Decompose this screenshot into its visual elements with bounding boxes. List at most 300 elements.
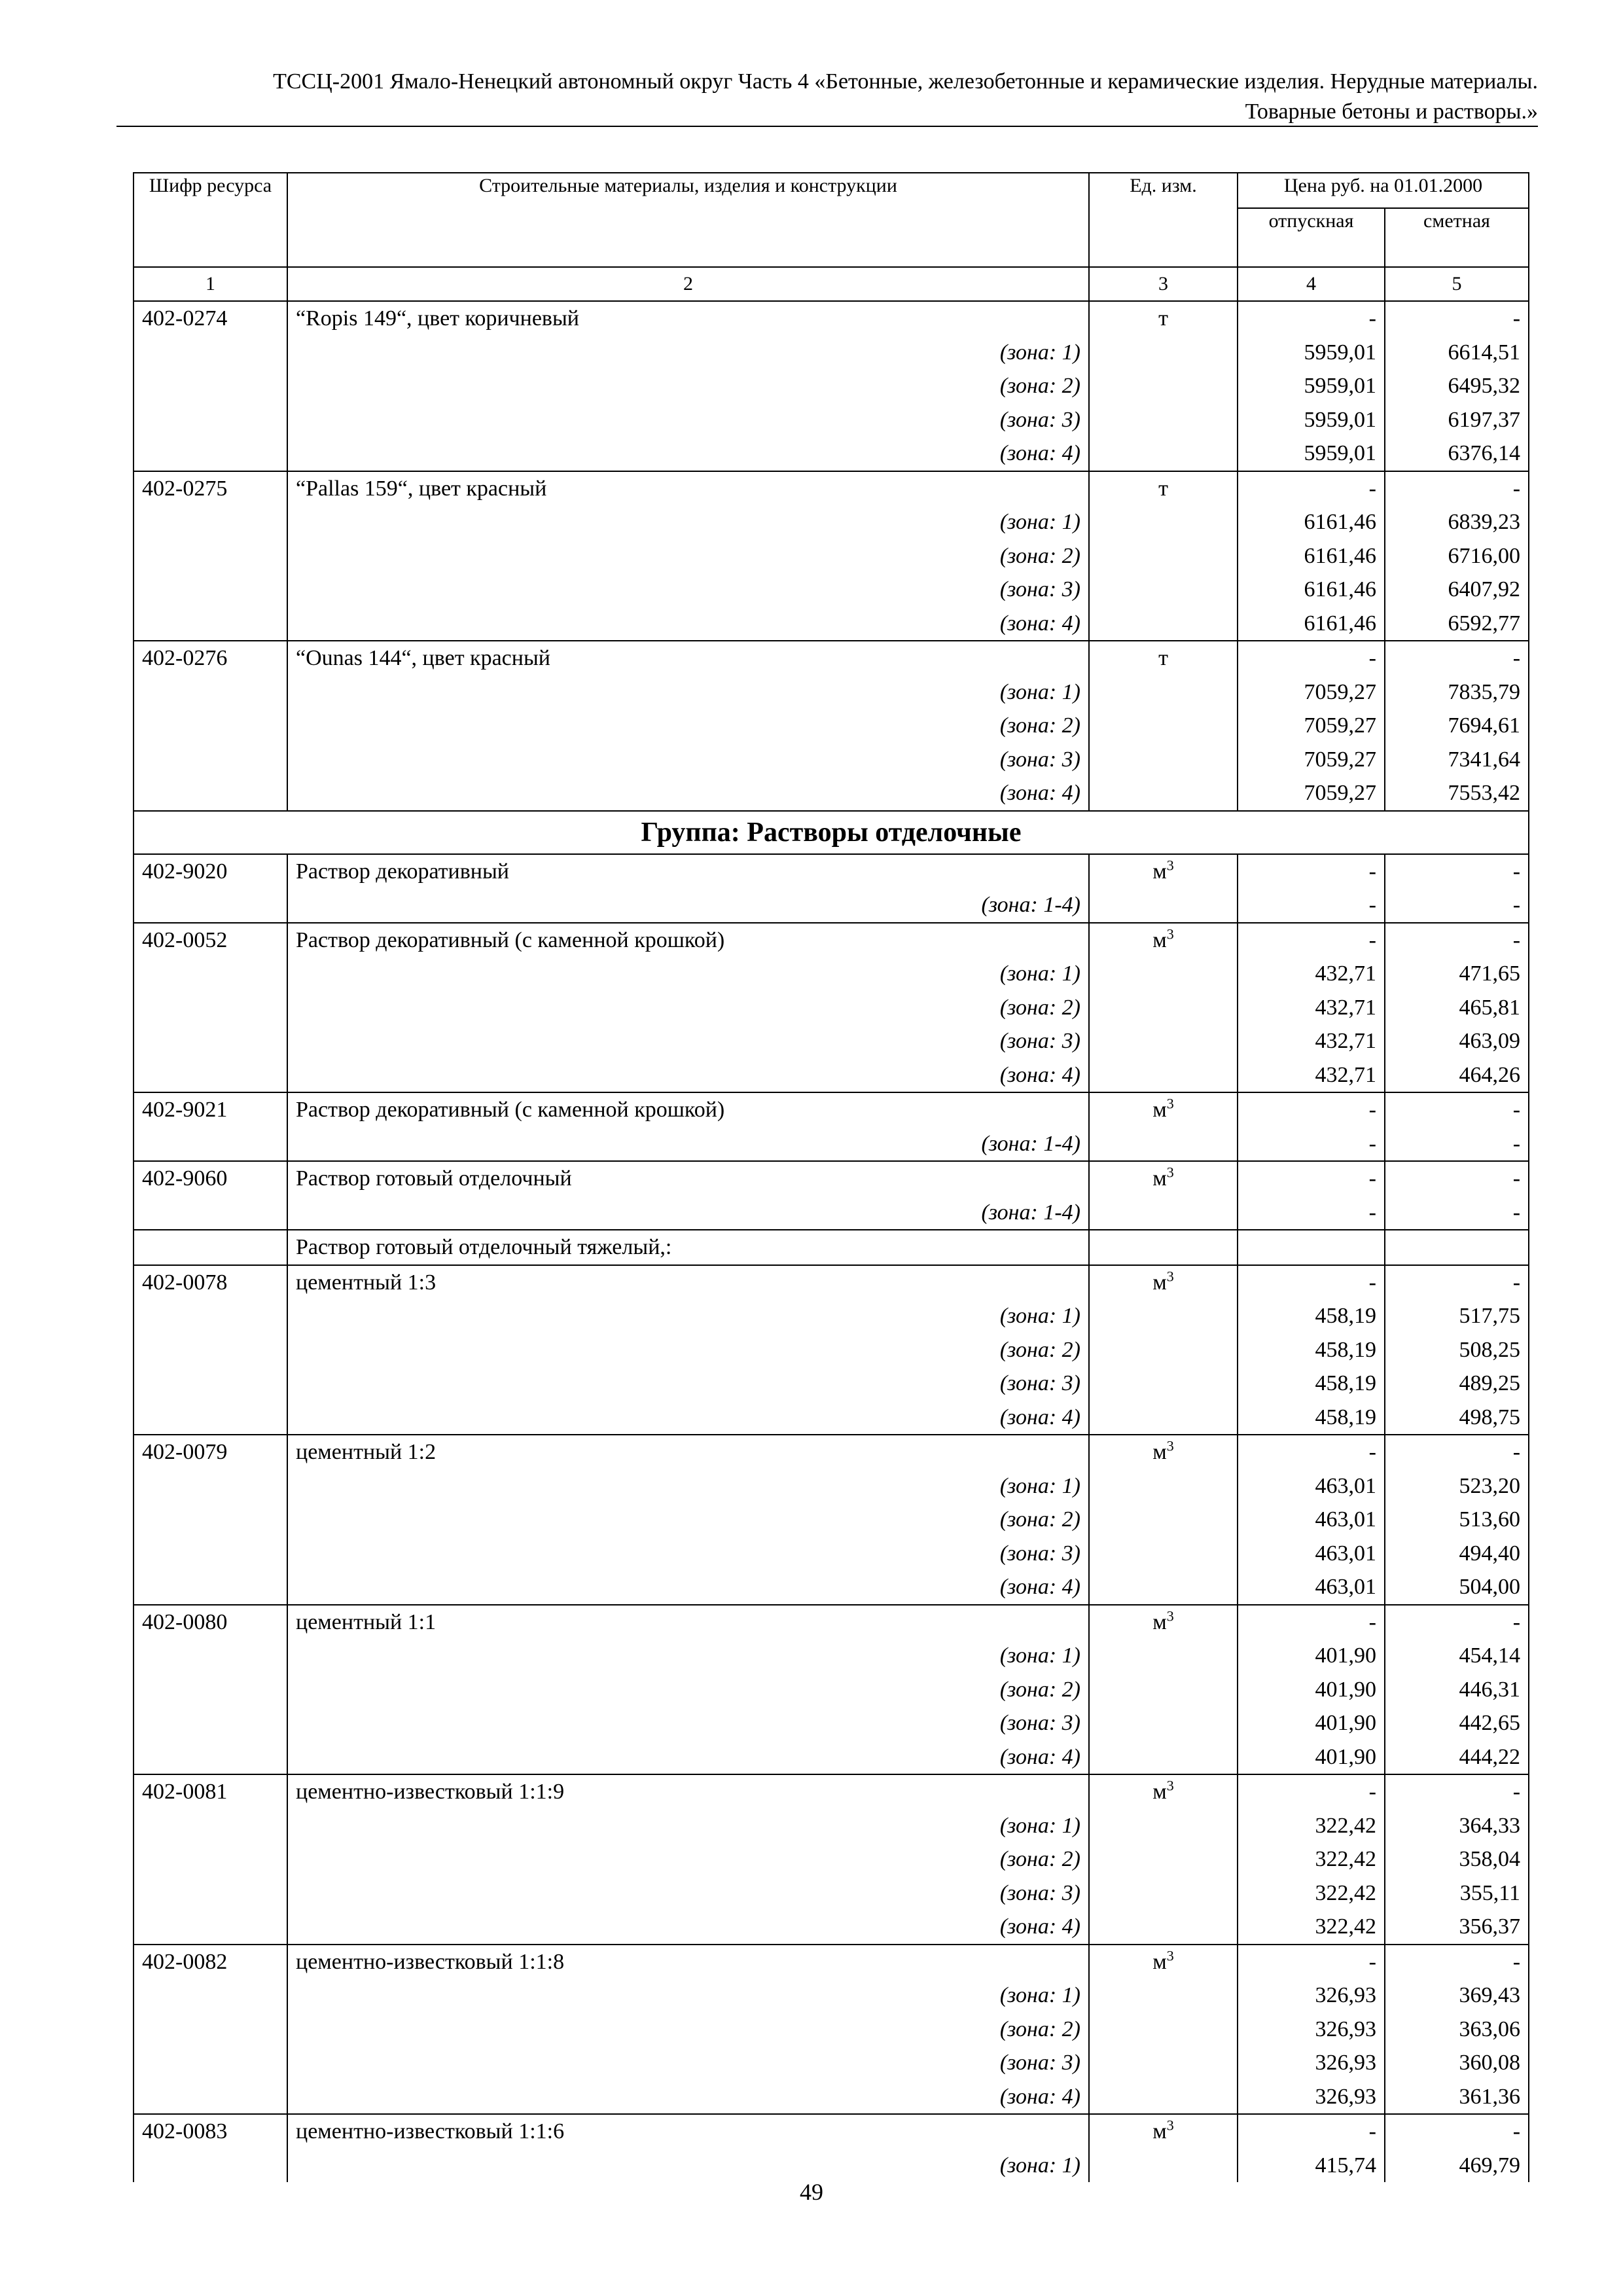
unit-cell bbox=[1089, 1367, 1238, 1401]
header-price-estimate: сметная bbox=[1385, 208, 1529, 267]
price-release: 326,93 bbox=[1238, 1979, 1385, 2013]
price-release: 458,19 bbox=[1238, 1299, 1385, 1333]
unit: т bbox=[1158, 646, 1168, 670]
table-row bbox=[134, 1945, 1529, 1979]
price-release: 401,90 bbox=[1238, 1706, 1385, 1740]
zone-row bbox=[134, 709, 1529, 743]
price-estimate: 444,22 bbox=[1385, 1740, 1529, 1775]
column-number: 4 bbox=[1238, 267, 1385, 301]
price-estimate: 6614,51 bbox=[1385, 336, 1529, 370]
zone-label: (зона: 3) bbox=[287, 1537, 1089, 1571]
zone-label: (зона: 2) bbox=[287, 1842, 1089, 1876]
zone-label: (зона: 1) bbox=[287, 1469, 1089, 1503]
code-cell bbox=[134, 1706, 287, 1740]
zone-label: (зона: 2) bbox=[287, 1673, 1089, 1707]
unit: т bbox=[1158, 306, 1168, 331]
price-release: - bbox=[1238, 1196, 1385, 1230]
code-cell bbox=[134, 1196, 287, 1230]
code-cell bbox=[134, 1673, 287, 1707]
price-estimate: - bbox=[1385, 1945, 1529, 1979]
code-cell bbox=[134, 1537, 287, 1571]
price-release: 5959,01 bbox=[1238, 369, 1385, 403]
unit-cell bbox=[1089, 369, 1238, 403]
code-cell bbox=[134, 2080, 287, 2115]
unit-cell bbox=[1089, 743, 1238, 777]
zone-label: (зона: 4) bbox=[287, 1058, 1089, 1093]
zone-row bbox=[134, 1740, 1529, 1775]
price-release: 458,19 bbox=[1238, 1367, 1385, 1401]
unit-cell bbox=[1089, 1058, 1238, 1093]
table-row bbox=[134, 641, 1529, 675]
price-estimate: 523,20 bbox=[1385, 1469, 1529, 1503]
zone-label: (зона: 1) bbox=[287, 1809, 1089, 1843]
unit-cell bbox=[1089, 1673, 1238, 1707]
unit-cell bbox=[1089, 1979, 1238, 2013]
unit-cell bbox=[1089, 471, 1238, 506]
code-cell bbox=[134, 573, 287, 607]
unit-cell bbox=[1089, 1809, 1238, 1843]
zone-label: (зона: 1) bbox=[287, 1639, 1089, 1673]
unit-cell bbox=[1089, 1265, 1238, 1300]
material-name: цементно-известковый 1:1:8 bbox=[287, 1945, 1089, 1979]
resource-code: 402-0078 bbox=[134, 1265, 287, 1300]
price-estimate: - bbox=[1385, 471, 1529, 506]
unit-cell bbox=[1089, 437, 1238, 471]
unit-superscript: 3 bbox=[1166, 2117, 1174, 2134]
zone-label: (зона: 2) bbox=[287, 369, 1089, 403]
unit-cell bbox=[1089, 1299, 1238, 1333]
price-release: 463,01 bbox=[1238, 1537, 1385, 1571]
unit-cell bbox=[1089, 1024, 1238, 1058]
code-cell bbox=[134, 1503, 287, 1537]
zone-label: (зона: 4) bbox=[287, 1740, 1089, 1775]
zone-row bbox=[134, 776, 1529, 811]
price-estimate: 7341,64 bbox=[1385, 743, 1529, 777]
price-estimate: 360,08 bbox=[1385, 2046, 1529, 2080]
zone-row bbox=[134, 1401, 1529, 1435]
unit-cell bbox=[1089, 1092, 1238, 1127]
zone-row bbox=[134, 1058, 1529, 1093]
unit-cell bbox=[1089, 1910, 1238, 1945]
price-estimate: 356,37 bbox=[1385, 1910, 1529, 1945]
zone-label: (зона: 1-4) bbox=[287, 1196, 1089, 1230]
price-release: 463,01 bbox=[1238, 1503, 1385, 1537]
resource-code: 402-0052 bbox=[134, 923, 287, 958]
code-cell bbox=[134, 1809, 287, 1843]
zone-row bbox=[134, 403, 1529, 437]
code-cell bbox=[134, 1910, 287, 1945]
zone-label: (зона: 2) bbox=[287, 539, 1089, 573]
zone-label: (зона: 3) bbox=[287, 2046, 1089, 2080]
running-header bbox=[116, 67, 1538, 127]
unit-cell bbox=[1089, 2114, 1238, 2149]
resource-code: 402-0274 bbox=[134, 301, 287, 336]
material-name: цементный 1:1 bbox=[287, 1605, 1089, 1640]
material-name: “Pallas 159“, цвет красный bbox=[287, 471, 1089, 506]
price-release: - bbox=[1238, 1092, 1385, 1127]
price-estimate: 494,40 bbox=[1385, 1537, 1529, 1571]
zone-label: (зона: 3) bbox=[287, 1367, 1089, 1401]
unit-superscript: 3 bbox=[1166, 1947, 1174, 1964]
code-cell bbox=[134, 607, 287, 641]
unit-cell bbox=[1089, 1876, 1238, 1910]
price-release: - bbox=[1238, 1605, 1385, 1640]
unit-cell bbox=[1089, 573, 1238, 607]
price-release: - bbox=[1238, 641, 1385, 675]
price-release: 401,90 bbox=[1238, 1673, 1385, 1707]
zone-row bbox=[134, 437, 1529, 471]
zone-row bbox=[134, 1196, 1529, 1230]
price-release: 432,71 bbox=[1238, 1058, 1385, 1093]
header-name: Строительные материалы, изделия и конструкции bbox=[287, 173, 1089, 267]
material-name: цементно-известковый 1:1:6 bbox=[287, 2114, 1089, 2149]
zone-row bbox=[134, 2013, 1529, 2047]
zone-label: (зона: 2) bbox=[287, 1503, 1089, 1537]
resource-code: 402-0081 bbox=[134, 1774, 287, 1809]
unit-cell bbox=[1089, 1842, 1238, 1876]
zone-label: (зона: 4) bbox=[287, 607, 1089, 641]
price-estimate: 364,33 bbox=[1385, 1809, 1529, 1843]
code-cell bbox=[134, 1367, 287, 1401]
resource-code: 402-0082 bbox=[134, 1945, 287, 1979]
price-estimate: 361,36 bbox=[1385, 2080, 1529, 2115]
column-number: 2 bbox=[287, 267, 1089, 301]
price-estimate: 513,60 bbox=[1385, 1503, 1529, 1537]
table-row bbox=[134, 1774, 1529, 1809]
material-name: цементный 1:3 bbox=[287, 1265, 1089, 1300]
resource-code: 402-9020 bbox=[134, 854, 287, 889]
zone-row bbox=[134, 1876, 1529, 1910]
zone-label: (зона: 1) bbox=[287, 1299, 1089, 1333]
zone-row bbox=[134, 1503, 1529, 1537]
unit: м bbox=[1152, 1098, 1167, 1122]
price-release: 415,74 bbox=[1238, 2149, 1385, 2183]
price-release: 432,71 bbox=[1238, 1024, 1385, 1058]
unit-superscript: 3 bbox=[1166, 1095, 1174, 1112]
code-cell bbox=[134, 1570, 287, 1605]
column-number: 5 bbox=[1385, 267, 1529, 301]
table-row bbox=[134, 1265, 1529, 1300]
zone-label: (зона: 1) bbox=[287, 336, 1089, 370]
unit-superscript: 3 bbox=[1166, 1437, 1174, 1454]
unit-superscript: 3 bbox=[1166, 925, 1174, 942]
zone-row bbox=[134, 957, 1529, 991]
code-cell bbox=[134, 991, 287, 1025]
header-code: Шифр ресурса bbox=[134, 173, 287, 267]
material-name: цементно-известковый 1:1:9 bbox=[287, 1774, 1089, 1809]
resource-code: 402-9021 bbox=[134, 1092, 287, 1127]
material-name: Раствор декоративный bbox=[287, 854, 1089, 889]
unit: м bbox=[1152, 1609, 1167, 1634]
zone-row bbox=[134, 2149, 1529, 2183]
price-estimate-cell bbox=[1385, 1230, 1529, 1265]
price-estimate: 363,06 bbox=[1385, 2013, 1529, 2047]
resource-code: 402-0080 bbox=[134, 1605, 287, 1640]
subheader-name: Раствор готовый отделочный тяжелый,: bbox=[287, 1230, 1089, 1265]
zone-row bbox=[134, 1979, 1529, 2013]
price-estimate: 6197,37 bbox=[1385, 403, 1529, 437]
unit-cell bbox=[1089, 1740, 1238, 1775]
zone-row bbox=[134, 607, 1529, 641]
zone-row bbox=[134, 1809, 1529, 1843]
zone-row bbox=[134, 1024, 1529, 1058]
price-release: - bbox=[1238, 1127, 1385, 1162]
unit-cell bbox=[1089, 539, 1238, 573]
unit: м bbox=[1152, 927, 1167, 952]
header-price-group: Цена руб. на 01.01.2000 bbox=[1238, 173, 1529, 208]
unit-cell bbox=[1089, 1333, 1238, 1367]
code-cell bbox=[134, 336, 287, 370]
price-estimate: 6407,92 bbox=[1385, 573, 1529, 607]
price-release: 322,42 bbox=[1238, 1809, 1385, 1843]
unit-cell bbox=[1089, 1435, 1238, 1469]
code-cell bbox=[134, 1024, 287, 1058]
unit: м bbox=[1152, 1949, 1167, 1974]
zone-row bbox=[134, 505, 1529, 539]
table-row bbox=[134, 1092, 1529, 1127]
zone-row bbox=[134, 743, 1529, 777]
code-cell bbox=[134, 403, 287, 437]
header-unit: Ед. изм. bbox=[1089, 173, 1238, 267]
price-release: 432,71 bbox=[1238, 957, 1385, 991]
unit-cell bbox=[1089, 2149, 1238, 2183]
price-estimate: 464,26 bbox=[1385, 1058, 1529, 1093]
unit-superscript: 3 bbox=[1166, 857, 1174, 874]
unit-cell bbox=[1089, 1469, 1238, 1503]
price-release: 326,93 bbox=[1238, 2013, 1385, 2047]
zone-label: (зона: 1-4) bbox=[287, 888, 1089, 923]
zone-row bbox=[134, 539, 1529, 573]
unit: м bbox=[1152, 1166, 1167, 1191]
unit-cell bbox=[1089, 1503, 1238, 1537]
unit: м bbox=[1152, 1780, 1167, 1804]
resource-code: 402-9060 bbox=[134, 1161, 287, 1196]
price-estimate: 358,04 bbox=[1385, 1842, 1529, 1876]
code-cell bbox=[134, 957, 287, 991]
zone-row bbox=[134, 2046, 1529, 2080]
price-estimate: 498,75 bbox=[1385, 1401, 1529, 1435]
unit-cell bbox=[1089, 1605, 1238, 1640]
price-release: 6161,46 bbox=[1238, 505, 1385, 539]
price-estimate: 504,00 bbox=[1385, 1570, 1529, 1605]
unit-cell bbox=[1089, 301, 1238, 336]
price-release: 6161,46 bbox=[1238, 539, 1385, 573]
code-cell bbox=[134, 505, 287, 539]
zone-row bbox=[134, 1706, 1529, 1740]
zone-label: (зона: 1) bbox=[287, 505, 1089, 539]
table-row bbox=[134, 1435, 1529, 1469]
zone-label: (зона: 2) bbox=[287, 991, 1089, 1025]
code-cell bbox=[134, 1230, 287, 1265]
price-estimate: 6495,32 bbox=[1385, 369, 1529, 403]
code-cell bbox=[134, 1333, 287, 1367]
zone-row bbox=[134, 336, 1529, 370]
unit-cell bbox=[1089, 957, 1238, 991]
zone-row bbox=[134, 991, 1529, 1025]
price-estimate: 442,65 bbox=[1385, 1706, 1529, 1740]
code-cell bbox=[134, 888, 287, 923]
unit-cell bbox=[1089, 2013, 1238, 2047]
material-name: Раствор готовый отделочный bbox=[287, 1161, 1089, 1196]
zone-row bbox=[134, 1333, 1529, 1367]
price-estimate: - bbox=[1385, 2114, 1529, 2149]
page-number: 49 bbox=[800, 2179, 823, 2205]
price-estimate: 517,75 bbox=[1385, 1299, 1529, 1333]
running-header-line1: ТССЦ-2001 Ямало-Ненецкий автономный округ Часть 4 «Бетонные, железобетонные и керамические изделия. Нерудные материалы. bbox=[273, 69, 1538, 94]
zone-row bbox=[134, 1673, 1529, 1707]
price-release: 463,01 bbox=[1238, 1570, 1385, 1605]
unit: т bbox=[1158, 476, 1168, 501]
zone-label: (зона: 3) bbox=[287, 743, 1089, 777]
table-row bbox=[134, 1161, 1529, 1196]
zone-label: (зона: 1) bbox=[287, 957, 1089, 991]
code-cell bbox=[134, 2046, 287, 2080]
group-heading-row bbox=[134, 811, 1529, 854]
price-estimate: - bbox=[1385, 1092, 1529, 1127]
price-release: 7059,27 bbox=[1238, 776, 1385, 811]
zone-label: (зона: 2) bbox=[287, 709, 1089, 743]
price-estimate: - bbox=[1385, 1435, 1529, 1469]
zone-row bbox=[134, 1639, 1529, 1673]
zone-row bbox=[134, 369, 1529, 403]
price-release: - bbox=[1238, 2114, 1385, 2149]
unit-cell bbox=[1089, 403, 1238, 437]
table-row bbox=[134, 854, 1529, 889]
zone-label: (зона: 4) bbox=[287, 2080, 1089, 2115]
unit-cell bbox=[1089, 1127, 1238, 1162]
resource-code: 402-0083 bbox=[134, 2114, 287, 2149]
table-row bbox=[134, 1605, 1529, 1640]
zone-row bbox=[134, 2080, 1529, 2115]
zone-label: (зона: 1) bbox=[287, 2149, 1089, 2183]
group-heading: Группа: Растворы отделочные bbox=[134, 811, 1529, 854]
unit-cell bbox=[1089, 1639, 1238, 1673]
price-release: 5959,01 bbox=[1238, 403, 1385, 437]
code-cell bbox=[134, 1842, 287, 1876]
unit-cell bbox=[1089, 1570, 1238, 1605]
zone-row bbox=[134, 1127, 1529, 1162]
material-name: “Ounas 144“, цвет красный bbox=[287, 641, 1089, 675]
price-release: 322,42 bbox=[1238, 1910, 1385, 1945]
unit-cell bbox=[1089, 1537, 1238, 1571]
price-release: 5959,01 bbox=[1238, 437, 1385, 471]
price-release: 7059,27 bbox=[1238, 743, 1385, 777]
unit: м bbox=[1152, 1270, 1167, 1295]
price-release: 326,93 bbox=[1238, 2080, 1385, 2115]
unit-cell bbox=[1089, 1230, 1238, 1265]
price-estimate: - bbox=[1385, 923, 1529, 958]
code-cell bbox=[134, 743, 287, 777]
header-price-release: отпускная bbox=[1238, 208, 1385, 267]
zone-row bbox=[134, 675, 1529, 709]
resource-code: 402-0276 bbox=[134, 641, 287, 675]
unit: м bbox=[1152, 859, 1167, 884]
price-release: 463,01 bbox=[1238, 1469, 1385, 1503]
code-cell bbox=[134, 1469, 287, 1503]
unit-cell bbox=[1089, 1774, 1238, 1809]
zone-label: (зона: 3) bbox=[287, 1024, 1089, 1058]
code-cell bbox=[134, 709, 287, 743]
unit-cell bbox=[1089, 675, 1238, 709]
unit-cell bbox=[1089, 888, 1238, 923]
price-estimate: - bbox=[1385, 1265, 1529, 1300]
zone-label: (зона: 4) bbox=[287, 1570, 1089, 1605]
unit-cell bbox=[1089, 1161, 1238, 1196]
column-number: 1 bbox=[134, 267, 287, 301]
price-estimate: - bbox=[1385, 1605, 1529, 1640]
code-cell bbox=[134, 1740, 287, 1775]
price-estimate: 454,14 bbox=[1385, 1639, 1529, 1673]
price-release: 458,19 bbox=[1238, 1401, 1385, 1435]
price-estimate: - bbox=[1385, 888, 1529, 923]
unit-cell bbox=[1089, 607, 1238, 641]
zone-row bbox=[134, 1537, 1529, 1571]
price-release: - bbox=[1238, 301, 1385, 336]
zone-row bbox=[134, 1299, 1529, 1333]
price-release: - bbox=[1238, 888, 1385, 923]
price-release-cell bbox=[1238, 1230, 1385, 1265]
price-estimate: 508,25 bbox=[1385, 1333, 1529, 1367]
zone-label: (зона: 3) bbox=[287, 1876, 1089, 1910]
code-cell bbox=[134, 1639, 287, 1673]
unit-cell bbox=[1089, 854, 1238, 889]
zone-label: (зона: 4) bbox=[287, 776, 1089, 811]
code-cell bbox=[134, 1401, 287, 1435]
price-release: 322,42 bbox=[1238, 1842, 1385, 1876]
zone-label: (зона: 3) bbox=[287, 403, 1089, 437]
price-release: - bbox=[1238, 854, 1385, 889]
unit-superscript: 3 bbox=[1166, 1607, 1174, 1624]
unit-cell bbox=[1089, 1945, 1238, 1979]
unit-cell bbox=[1089, 991, 1238, 1025]
code-cell bbox=[134, 675, 287, 709]
price-release: 326,93 bbox=[1238, 2046, 1385, 2080]
unit-cell bbox=[1089, 2080, 1238, 2115]
column-number: 3 bbox=[1089, 267, 1238, 301]
price-estimate: 6376,14 bbox=[1385, 437, 1529, 471]
material-name: Раствор декоративный (с каменной крошкой) bbox=[287, 923, 1089, 958]
price-release: 5959,01 bbox=[1238, 336, 1385, 370]
material-name: цементный 1:2 bbox=[287, 1435, 1089, 1469]
zone-label: (зона: 2) bbox=[287, 2013, 1089, 2047]
price-release: 6161,46 bbox=[1238, 573, 1385, 607]
zone-row bbox=[134, 573, 1529, 607]
zone-label: (зона: 1-4) bbox=[287, 1127, 1089, 1162]
unit-cell bbox=[1089, 1401, 1238, 1435]
price-estimate: 7694,61 bbox=[1385, 709, 1529, 743]
unit-cell bbox=[1089, 923, 1238, 958]
price-table bbox=[133, 172, 1529, 2182]
price-release: - bbox=[1238, 1265, 1385, 1300]
zone-label: (зона: 1) bbox=[287, 1979, 1089, 2013]
table-row bbox=[134, 301, 1529, 336]
unit-cell bbox=[1089, 1196, 1238, 1230]
price-release: 7059,27 bbox=[1238, 675, 1385, 709]
code-cell bbox=[134, 1876, 287, 1910]
code-cell bbox=[134, 1058, 287, 1093]
zone-label: (зона: 4) bbox=[287, 1910, 1089, 1945]
header-divider bbox=[116, 126, 1538, 127]
zone-label: (зона: 3) bbox=[287, 573, 1089, 607]
table-row bbox=[134, 923, 1529, 958]
code-cell bbox=[134, 2149, 287, 2183]
price-release: - bbox=[1238, 1945, 1385, 1979]
table-row bbox=[134, 2114, 1529, 2149]
material-name: Раствор декоративный (с каменной крошкой) bbox=[287, 1092, 1089, 1127]
price-estimate: 7835,79 bbox=[1385, 675, 1529, 709]
price-estimate: - bbox=[1385, 1774, 1529, 1809]
zone-label: (зона: 4) bbox=[287, 1401, 1089, 1435]
